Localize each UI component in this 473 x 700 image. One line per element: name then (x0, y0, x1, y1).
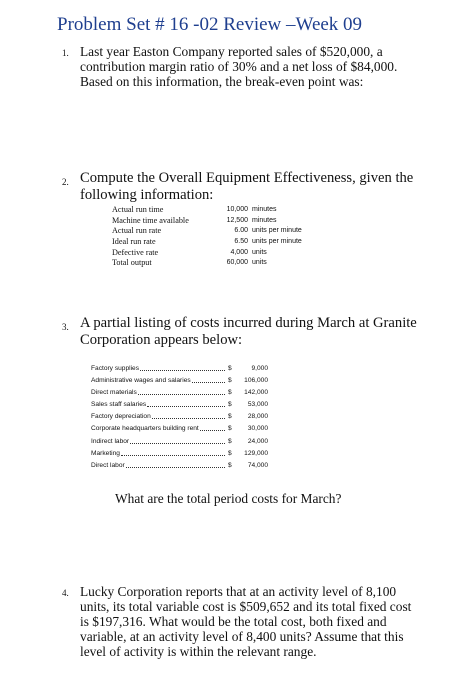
currency-sign: $ (228, 461, 232, 469)
question-number: 1. (62, 48, 69, 58)
row-label: Actual run time (112, 205, 164, 214)
row-value: 6.00 (234, 227, 248, 235)
cost-amount: 106,000 (244, 377, 268, 385)
cost-label: Corporate headquarters building rent (91, 425, 199, 433)
row-unit: units (252, 259, 267, 267)
cost-amount: 30,000 (247, 425, 268, 433)
table-row (91, 436, 331, 448)
leader-dots (152, 418, 225, 419)
cost-amount: 28,000 (247, 413, 268, 421)
currency-sign: $ (228, 425, 232, 433)
cost-amount: 74,000 (247, 461, 268, 469)
currency-sign: $ (228, 413, 232, 421)
row-value: 6.50 (234, 238, 248, 246)
cost-listing-table (91, 363, 331, 472)
row-unit: units per minute (252, 238, 302, 246)
row-label: Total output (112, 258, 152, 268)
row-label: Ideal run rate (112, 237, 156, 247)
currency-sign: $ (228, 365, 232, 372)
currency-sign: $ (228, 377, 232, 385)
currency-sign: $ (228, 401, 232, 409)
cost-label: Direct labor (91, 461, 125, 469)
currency-sign: $ (228, 437, 232, 445)
question-4 (62, 584, 422, 659)
row-value: 12,500 (226, 216, 248, 224)
table-row (91, 448, 331, 460)
row-value: 10,000 (226, 206, 248, 213)
cost-label: Marketing (91, 449, 120, 457)
currency-sign: $ (228, 389, 232, 397)
question-number: 3. (62, 322, 69, 332)
table-row (91, 375, 331, 387)
row-value: 4,000 (230, 248, 248, 256)
leader-dots (192, 382, 225, 383)
cost-label: Direct materials (91, 389, 137, 397)
cost-amount: 53,000 (247, 401, 268, 409)
row-label: Machine time available (112, 215, 189, 225)
row-unit: units per minute (252, 227, 302, 235)
question-3-followup: What are the total period costs for March? (115, 491, 342, 506)
leader-dots (121, 455, 225, 456)
question-text: A partial listing of costs incurred during March at Granite Corporation appears below: (80, 315, 417, 348)
leader-dots (130, 443, 225, 444)
currency-sign: $ (228, 449, 232, 457)
row-unit: units (252, 248, 267, 256)
leader-dots (126, 467, 225, 468)
cost-amount: 142,000 (244, 389, 268, 397)
question-text: Last year Easton Company reported sales of $520,000, a contribution margin ratio of 30% and a net loss of $84,000. Based on this information, the break-even point was: (80, 44, 398, 89)
row-unit: minutes (252, 206, 277, 213)
cost-amount: 24,000 (247, 437, 268, 445)
leader-dots (138, 394, 225, 395)
table-row (91, 423, 331, 435)
question-2 (62, 170, 422, 204)
question-number: 4. (62, 588, 69, 598)
table-row (91, 460, 331, 472)
cost-label: Indirect labor (91, 437, 130, 445)
table-row (91, 387, 331, 399)
leader-dots (147, 406, 225, 407)
row-label: Defective rate (112, 247, 159, 257)
cost-label: Factory supplies (91, 365, 140, 372)
question-text: Compute the Overall Equipment Effectiveness, given the following information: (80, 170, 414, 203)
row-label: Actual run rate (112, 226, 162, 236)
question-text: Lucky Corporation reports that at an activity level of 8,100 units, its total variable cost is $509,652 and its total fixed cost is $197,316. What would be the total cost, both fixed and variable, at an activity level of 8,400 units? Assume that this level of activity is within the relevant range. (80, 584, 412, 659)
row-unit: minutes (252, 216, 277, 224)
table-row (91, 411, 331, 423)
row-value: 60,000 (226, 259, 248, 267)
cost-label: Administrative wages and salaries (91, 377, 191, 385)
question-3 (62, 315, 422, 349)
leader-dots (140, 370, 225, 371)
cost-label: Sales staff salaries (91, 401, 147, 409)
question-1 (62, 44, 422, 89)
cost-amount: 129,000 (244, 449, 268, 457)
page-title: Problem Set # 16 -02 Review –Week 09 (57, 14, 363, 35)
leader-dots (200, 430, 225, 431)
cost-label: Factory depreciation (91, 413, 151, 421)
cost-amount: 9,000 (251, 365, 268, 372)
table-row (91, 399, 331, 411)
question-number: 2. (62, 177, 69, 187)
table-row (91, 363, 331, 375)
